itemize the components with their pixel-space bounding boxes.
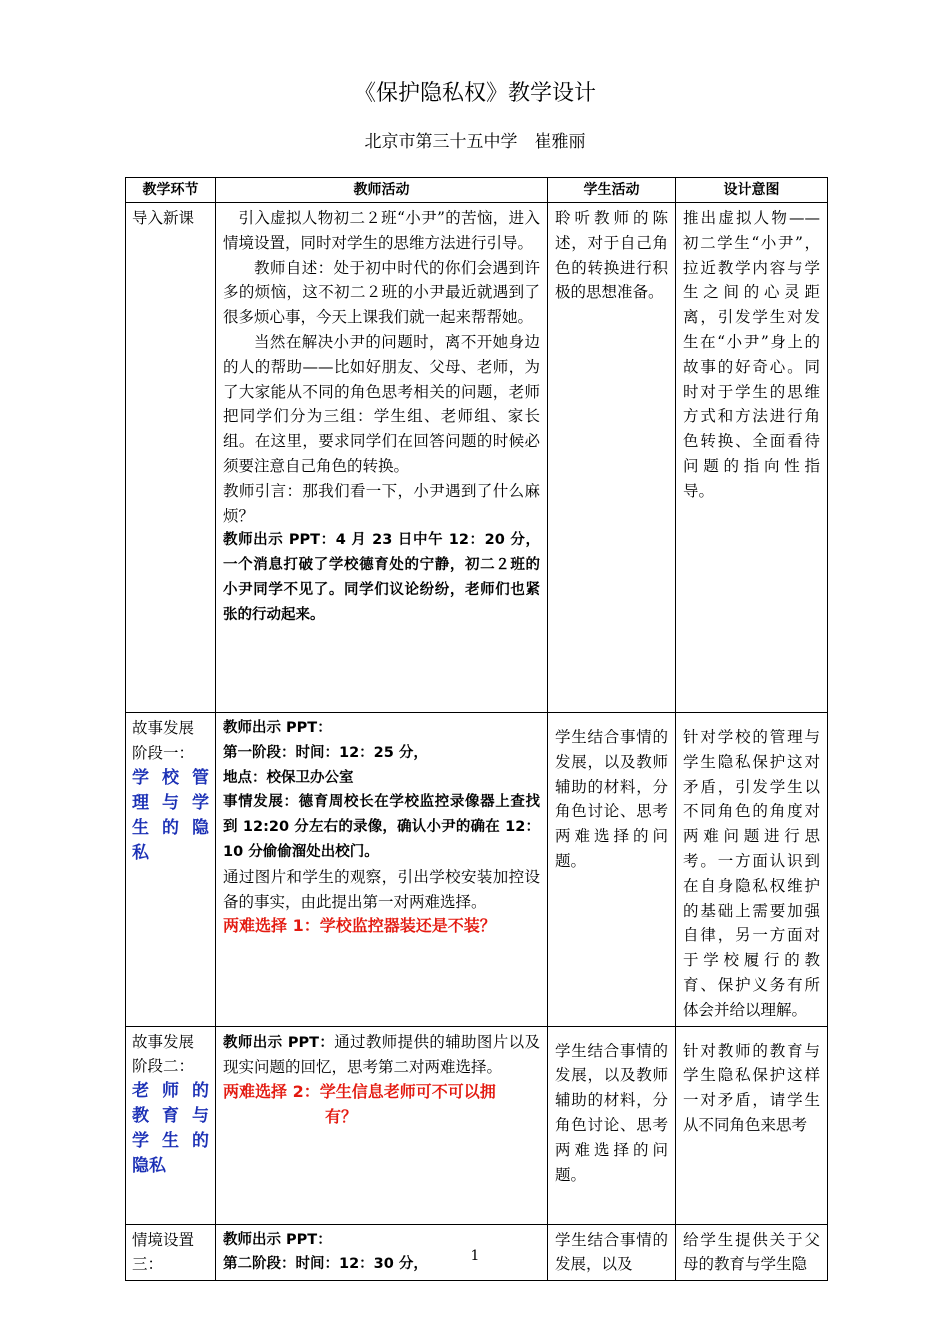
teacher-location: 地点：校保卫办公室 <box>223 769 354 786</box>
teacher-text <box>223 1030 540 1081</box>
dilemma-2-cont: 有？ <box>325 1106 358 1126</box>
table-row <box>126 203 828 713</box>
lesson-plan-table <box>125 177 828 1281</box>
student-cell: 聆听教师的陈述，对于自己角色的转换进行积极的思想准备。 <box>548 203 676 713</box>
teacher-stage-time: 第二阶段：时间：12：30 分， <box>223 1256 428 1273</box>
intent-cell: 推出虚拟人物——初二学生“小尹”，拉近教学内容与学生之间的心灵距离，引发学生对发生在“小尹”身上的故事的好奇心。同时对于学生的思维方式和方法进行角色转换、全面看待问题的指向性指导。 <box>676 203 828 713</box>
stage-cell <box>126 1026 216 1224</box>
table-row <box>126 713 828 1027</box>
stage-topic: 学 生 的 <box>132 1131 209 1152</box>
stage-topic: 理 与 学 <box>132 792 209 813</box>
stage-topic: 教 育 与 <box>132 1106 209 1127</box>
header-stage: 教学环节 <box>126 178 216 203</box>
teacher-ppt-label: 教师出示 PPT： <box>223 720 332 736</box>
stage-topic: 生 的 隐 <box>132 817 209 838</box>
student-cell: 学生结合事情的发展，以及 <box>548 1224 676 1281</box>
stage-cell <box>126 203 216 713</box>
dilemma-1: 两难选择 1：学校监控器装还是不装？ <box>223 916 496 936</box>
stage-name: 故事发展阶段二： <box>132 1032 195 1076</box>
student-cell: 学生结合事情的发展，以及教师辅助的材料，分角色讨论、思考两难选择的问题。 <box>548 1026 676 1224</box>
dilemma-2: 两难选择 2：学生信息老师可不可以拥 <box>223 1082 496 1102</box>
table-header-row <box>126 178 828 203</box>
stage-topic: 老 师 的 <box>132 1081 209 1102</box>
intent-cell: 针对学校的管理与学生隐私保护这对矛盾，引发学生以不同角色的角度对两难问题进行思考。一方面认识到在自身隐私权维护的基础上需要加强自律，另一方面对于学校履行的教育、保护义务有所体会并给以理解。 <box>676 713 828 1027</box>
header-intent: 设计意图 <box>676 178 828 203</box>
stage-name: 故事发展阶段一： <box>132 719 195 762</box>
table-row <box>126 1026 828 1224</box>
teacher-ppt-text: 教师出示 PPT：4 月 23 日中午 12：20 分，一个消息打破了学校德育处的宁静，初二２班的小尹同学不见了。同学们议论纷纷，老师们也紧张的行动起来。 <box>223 532 540 623</box>
intent-cell: 给学生提供关于父母的教育与学生隐 <box>676 1224 828 1281</box>
student-cell: 学生结合事情的发展，以及教师辅助的材料，分角色讨论、思考两难选择的问题。 <box>548 713 676 1027</box>
stage-topic: 私 <box>132 842 149 863</box>
stage-name: 导入新课 <box>132 209 195 227</box>
page-number: 1 <box>470 1248 480 1264</box>
teacher-cell <box>216 203 548 713</box>
teacher-ppt-label: 教师出示 PPT： <box>223 1034 335 1051</box>
document-title: 《保护隐私权》教学设计 <box>353 81 596 106</box>
intent-cell: 针对教师的教育与学生隐私保护这样一对矛盾，请学生从不同角色来思考 <box>676 1026 828 1224</box>
teacher-text: 通过图片和学生的观察，引出学校安装加控设备的事实，由此提出第一对两难选择。 <box>223 867 540 911</box>
teacher-text: 教师自述：处于初中时代的你们会遇到许多的烦恼，这不初二２班的小尹最近就遇到了很多烦心事，今天上课我们就一起来帮帮她。 <box>223 258 540 327</box>
stage-topic: 学 校 管 <box>132 767 209 788</box>
teacher-ppt-label: 教师出示 PPT： <box>223 1231 332 1248</box>
header-teacher: 教师活动 <box>216 178 548 203</box>
teacher-cell <box>216 1026 548 1224</box>
teacher-text: 引入虚拟人物初二２班“小尹”的苦恼，进入情境设置，同时对学生的思维方法进行引导。 <box>223 209 540 252</box>
teacher-stage-time: 第一阶段：时间：12：25 分， <box>223 744 428 761</box>
header-student: 学生活动 <box>548 178 676 203</box>
teacher-text: 通过教师提供的辅助图片以及现实问题的回忆，思考第二对两难选择。 <box>223 1032 540 1077</box>
teacher-cell <box>216 713 548 1027</box>
stage-topic: 隐私 <box>132 1156 166 1177</box>
stage-name: 情境设置三： <box>132 1230 195 1274</box>
teacher-event: 事情发展：德育周校长在学校监控录像器上查找到 12:20 分左右的录像，确认小尹的确在 12：10 分偷偷溜处出校门。 <box>223 794 540 860</box>
teacher-text: 教师引言：那我们看一下，小尹遇到了什么麻烦？ <box>223 481 540 525</box>
author-line: 北京市第三十五中学 崔雅丽 <box>364 132 586 152</box>
teacher-text: 当然在解决小尹的问题时，离不开她身边的人的帮助——比如好朋友、父母、老师，为了大家能从不同的角色思考相关的问题，老师把同学们分为三组：学生组、老师组、家长组。在这里，要求同学们在回答问题的时候必须要注意自己角色的转换。 <box>223 332 540 475</box>
stage-cell <box>126 713 216 1027</box>
